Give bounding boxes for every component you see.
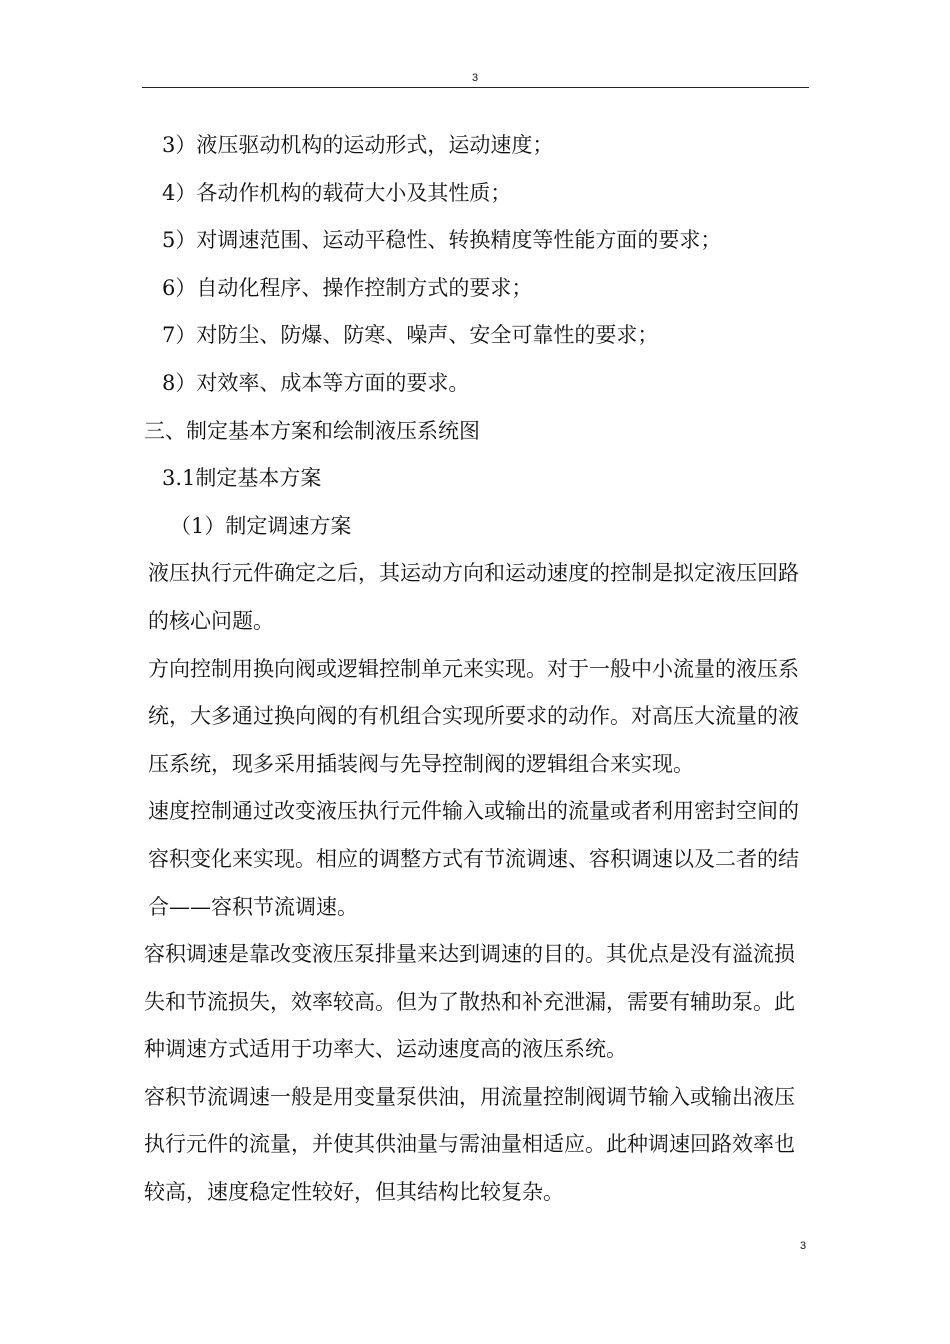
list-item: 4）各动作机构的载荷大小及其性质；	[162, 180, 512, 205]
sub-item-heading: （1）制定调速方案	[170, 513, 352, 538]
paragraph: 方向控制用换向阀或逻辑控制单元来实现。对于一般中小流量的液压系统，大多通过换向阀的有机组合实现所要求的动作。对高压大流量的液压系统，现多采用插装阀与先导控制阀的逻辑组合来实现。	[148, 656, 799, 776]
subsection-heading: 3.1制定基本方案	[162, 466, 322, 491]
list-item: 8）对效率、成本等方面的要求。	[162, 370, 470, 395]
paragraph: 液压执行元件确定之后，其运动方向和运动速度的控制是拟定液压回路的核心问题。	[148, 561, 799, 633]
section-heading: 三、制定基本方案和绘制液压系统图	[144, 418, 480, 443]
paragraph: 速度控制通过改变液压执行元件输入或输出的流量或者利用密封空间的容积变化来实现。相应的调整方式有节流调速、容积调速以及二者的结合——容积节流调速。	[148, 799, 799, 919]
header-page-number: 3	[471, 72, 479, 84]
paragraph: 容积节流调速一般是用变量泵供油，用流量控制阀调节输入或输出液压执行元件的流量，并使其供油量与需油量相适应。此种调速回路效率也较高，速度稳定性较好，但其结构比较复杂。	[144, 1084, 795, 1205]
list-item: 6）自动化程序、操作控制方式的要求；	[162, 275, 533, 300]
list-item: 7）对防尘、防爆、防寒、噪声、安全可靠性的要求；	[162, 323, 659, 348]
list-item: 5）对调速范围、运动平稳性、转换精度等性能方面的要求；	[162, 228, 722, 253]
footer-page-number: 3	[800, 1240, 807, 1252]
header-divider	[142, 87, 809, 88]
document-body	[144, 122, 814, 1217]
list-item: 3）液压驱动机构的运动形式，运动速度；	[162, 133, 554, 157]
paragraph: 容积调速是靠改变液压泵排量来达到调速的目的。其优点是没有溢流损失和节流损失，效率较高。但为了散热和补充泄漏，需要有辅助泵。此种调速方式适用于功率大、运动速度高的液压系统。	[144, 942, 795, 1062]
